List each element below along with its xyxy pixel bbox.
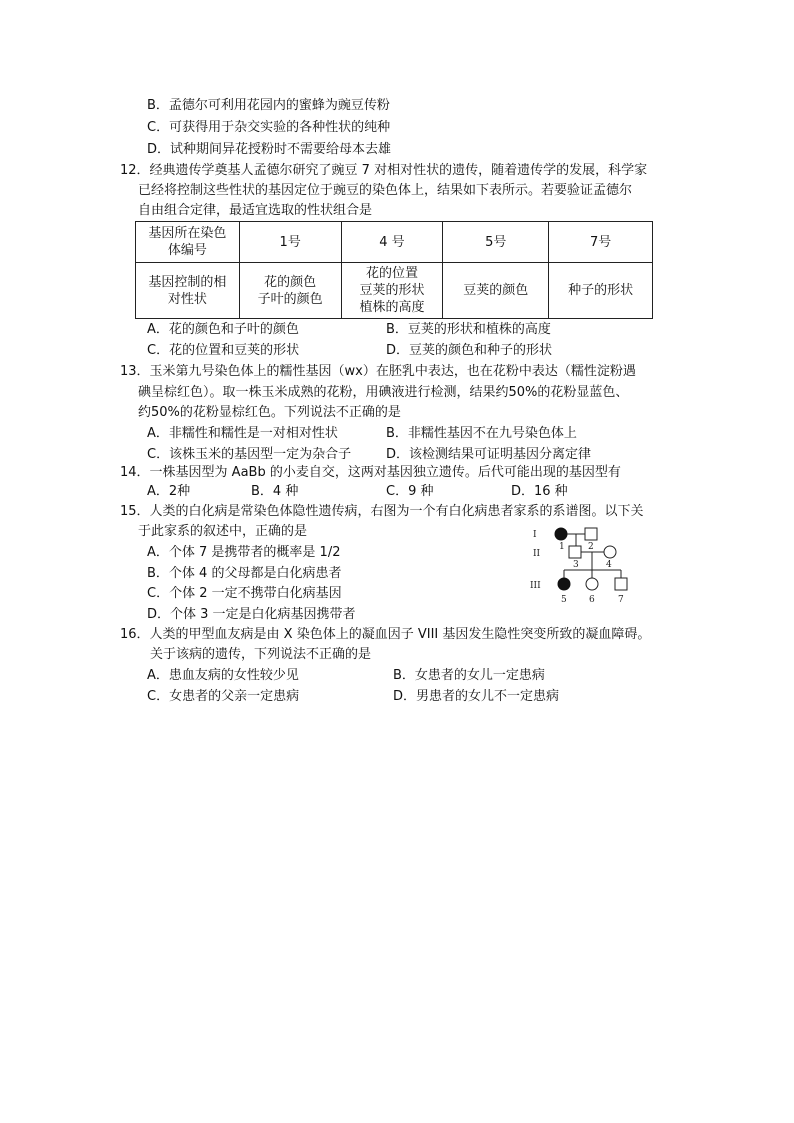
generation-label-i: I	[533, 530, 537, 540]
q15-option-c: C．个体 2 一定不携带白化病基因	[147, 586, 342, 601]
q16-option-a: A．患血友病的女性较少见	[147, 668, 299, 683]
q15-option-b: B．个体 4 的父母都是白化病患者	[147, 566, 342, 581]
table-cell: 5号	[443, 222, 549, 263]
q12-stem-line-2: 已经将控制这些性状的基因定位于豌豆的染色体上，结果如下表所示。若要验证孟德尔	[138, 183, 633, 198]
q12-option-c: C．花的位置和豆荚的形状	[147, 343, 300, 358]
q13-option-d: D．该检测结果可证明基因分离定律	[386, 447, 592, 462]
individual-7-male	[615, 578, 627, 590]
q15-stem-line-2: 于此家系的叙述中，正确的是	[138, 524, 308, 539]
q15-option-d: D．个体 3 一定是白化病基因携带者	[147, 607, 356, 622]
table-cell: 花的位置 豆荚的形状 植株的高度	[341, 263, 443, 319]
q16-option-b: B．女患者的女儿一定患病	[393, 668, 545, 683]
individual-number-3: 3	[573, 560, 579, 570]
table-cell: 基因所在染色 体编号	[136, 222, 240, 263]
table-cell: 豆荚的颜色	[443, 263, 549, 319]
q14-stem: 14．一株基因型为 AaBb 的小麦自交，这两对基因独立遗传。后代可能出现的基因型有	[120, 465, 621, 480]
individual-number-2: 2	[588, 542, 594, 552]
q15-option-a: A．个体 7 是携带者的概率是 1/2	[147, 545, 341, 560]
q11-option-c: C．可获得用于杂交实验的各种性状的纯种	[147, 120, 391, 135]
table-cell: 4 号	[341, 222, 443, 263]
individual-3-male	[569, 546, 581, 558]
individual-number-1: 1	[559, 542, 565, 552]
table-cell: 1号	[239, 222, 341, 263]
q12-option-b: B．豆荚的形状和植株的高度	[386, 322, 551, 337]
individual-4-female	[604, 546, 616, 558]
q13-stem-line-2: 碘呈棕红色）。取一株玉米成熟的花粉，用碘液进行检测，结果约50%的花粉显蓝色、	[138, 385, 629, 400]
albinism-pedigree-diagram	[528, 522, 638, 608]
q16-stem-line-1: 16．人类的甲型血友病是由 X 染色体上的凝血因子 VIII 基因发生隐性突变所致的凝血障碍。	[120, 627, 651, 642]
q13-option-a: A．非糯性和糯性是一对相对性状	[147, 426, 338, 441]
q15-stem-line-1: 15．人类的白化病是常染色体隐性遗传病，右图为一个有白化病患者家系的系谱图。以下关	[120, 504, 644, 519]
generation-label-ii: II	[533, 549, 541, 559]
individual-number-4: 4	[606, 560, 612, 570]
generation-label-iii: III	[530, 581, 541, 591]
q16-option-d: D．男患者的女儿不一定患病	[393, 689, 560, 704]
q13-option-c: C．该株玉米的基因型一定为杂合子	[147, 447, 352, 462]
q13-option-b: B．非糯性基因不在九号染色体上	[386, 426, 577, 441]
table-cell: 基因控制的相 对性状	[136, 263, 240, 319]
q14-option-d: D．16 种	[511, 484, 568, 499]
individual-number-7: 7	[618, 595, 624, 605]
q13-stem-line-1: 13．玉米第九号染色体上的糯性基因（wx）在胚乳中表达，也在花粉中表达（糯性淀粉遇	[120, 364, 636, 379]
q12-stem-line-1: 12．经典遗传学奠基人孟德尔研究了豌豆 7 对相对性状的遗传，随着遗传学的发展，科学家	[120, 163, 648, 178]
table-row	[136, 263, 653, 319]
q12-stem-line-3: 自由组合定律，最适宜选取的性状组合是	[138, 203, 373, 218]
table-cell: 种子的形状	[549, 263, 653, 319]
individual-2-male	[585, 528, 597, 540]
q16-stem-line-2: 关于该病的遗传，下列说法不正确的是	[150, 647, 372, 662]
q11-option-b: B．孟德尔可利用花园内的蜜蜂为豌豆传粉	[147, 98, 390, 113]
individual-6-female	[586, 578, 598, 590]
individual-number-5: 5	[561, 595, 567, 605]
q12-option-d: D．豆荚的颜色和种子的形状	[386, 343, 553, 358]
individual-number-6: 6	[589, 595, 595, 605]
table-cell: 7号	[549, 222, 653, 263]
q12-option-a: A．花的颜色和子叶的颜色	[147, 322, 299, 337]
table-header-row	[136, 222, 653, 263]
q14-option-c: C．9 种	[386, 484, 434, 499]
q14-option-a: A．2种	[147, 484, 191, 499]
q12-chromosome-table	[135, 221, 653, 319]
q11-option-d: D．试种期间异花授粉时不需要给母本去雄	[147, 142, 392, 157]
individual-1-affected-female	[555, 528, 567, 540]
q14-option-b: B．4 种	[251, 484, 299, 499]
table-cell: 花的颜色 子叶的颜色	[239, 263, 341, 319]
q13-stem-line-3: 约50%的花粉显棕红色。下列说法不正确的是	[138, 405, 401, 420]
q16-option-c: C．女患者的父亲一定患病	[147, 689, 300, 704]
individual-5-affected-female	[558, 578, 570, 590]
